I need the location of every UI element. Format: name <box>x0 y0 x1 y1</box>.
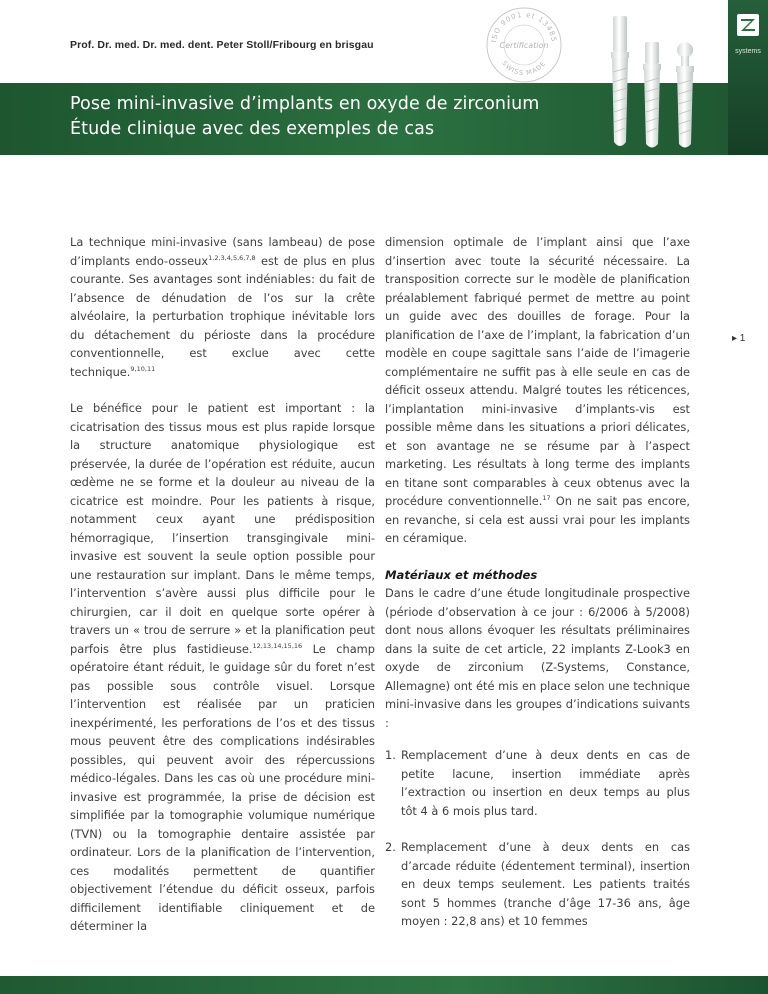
paragraph: dimension optimale de l’implant ainsi que l’axe d’insertion avec toute la sécurité nécessaire. La transposition correcte sur le modèle de planification préalablement fabriqué permet de mettre au point un guide avec des douilles de forage. Pour la planification de l’axe de l’implant, la fabrication d’un modèle en coupe sagittale sans l’aide de l’imagerie complémentaire ne suffit pas à elle seule en cas de déficit osseux attendu. Malgré toutes les réticences, l’implantation mini-invasive d’implants-vis est possible même dans les situations a priori délicates, et son avantage ne se résume par à l’aspect marketing. Les résultats à long terme des implants en titane sont comparables à ceux obtenus avec la procédure conventionnelle.$^{17}$ On ne sait pas encore, en revanche, si cela est aussi vrai pour les implants en céramique. <box>385 235 690 545</box>
footer-bar <box>0 976 768 994</box>
svg-text:SWISS MADE <box>500 59 547 77</box>
right-column <box>385 233 690 931</box>
seal-top-text: ISO 9001 et 13485 <box>490 10 558 43</box>
list-item: 1. Remplacement d’une à deux dents en cas de petite lacune, insertion immédiate après l’extraction ou insertion en deux temps au plus tôt 4 à 6 mois plus tard. <box>385 748 690 818</box>
figure-reference-marker: ▸ 1 <box>732 333 746 344</box>
implant-image <box>605 12 710 152</box>
brand-name: systems <box>735 48 761 55</box>
left-column <box>70 233 375 936</box>
svg-text:ISO 9001 et 13485 <box>490 11 558 43</box>
seal-middle-text: Certification <box>499 41 549 50</box>
title-line-1: Pose mini-invasive d’implants en oxyde de zirconium <box>70 94 540 114</box>
certification-seal <box>484 5 564 85</box>
header <box>0 0 768 155</box>
author-line: Prof. Dr. med. Dr. med. dent. Peter Stoll/Fribourg en brisgau <box>70 39 374 51</box>
section-heading: Matériaux et méthodes <box>385 567 538 582</box>
paragraph: Le bénéfice pour le patient est important : la cicatrisation des tissus mous est plus rapide lorsque la structure anatomique physiologique est préservée, la durée de l’opération est réduite, aucun œdème ne se forme et la douleur au niveau de la cicatrice est moindre. Pour les patients à risque, notamment ceux ayant une prédisposition hémorragique, l’insertion transgingivale mini-invasive est souvent la seule option possible pour une restauration sur implant. Dans le même temps, l’intervention s’avère aussi plus difficile pour le chirurgien, car il doit en quelque sorte opérer à travers un « trou de serrure » et la planification peut parfois être plus fastidieuse.$^{12,13,14,15,16}$ Le champ opératoire étant réduit, le guidage sûr du foret n’est pas possible sous contrôle visuel. Lorsque l’intervention est réalisée par un praticien inexpérimenté, les perforations de l’os et des tissus mous peuvent être des complications indésirables possibles, qui peuvent avoir des répercussions médico-légales. Dans les cas où une procédure mini-invasive est programmée, la prise de décision est simplifiée par la tomographie volumique numérique (TVN) ou la tomographie dentaire assistée par ordinateur. Lors de la planification de l’intervention, ces modalités permettent de quantifier objectivement l’étendue du déficit osseux, parfois difficilement identifiable cliniquement et de déterminer la <box>70 401 375 933</box>
title-line-2: Étude clinique avec des exemples de cas <box>70 119 435 139</box>
seal-bottom-text: SWISS MADE <box>500 59 548 78</box>
indication-list <box>385 746 690 931</box>
paragraph: Dans le cadre d’une étude longitudinale prospective (période d’observation à ce jour : 6/2006 à 5/2008) dont nous allons évoquer les résultats préliminaires dans la suite de cet article, 22 implants Z-Look3 en oxyde de zirconium (Z-Systems, Constance, Allemagne) ont été mis en place selon une technique mini-invasive dans les groupes d’indications suivants : <box>385 586 690 730</box>
list-item: 2. Remplacement d’une à deux dents en cas d’arcade réduite (édentement terminal), insertion en deux temps seulement. Les patients traités sont 5 hommes (tranche d’âge 17-36 ans, âge moyen : 22,8 ans) et 10 femmes <box>385 840 690 928</box>
z-systems-logo-icon <box>737 14 759 36</box>
paragraph: La technique mini-invasive (sans lambeau) de pose d’implants endo-osseux$^{1,2,3,4,5,6,7,8}$ est de plus en plus courante. Ses avantages sont indéniables: du fait de l’absence de dénudation de l’os sur la crête alvéolaire, la perturbation trophique inévitable lors du détachement du périoste dans la procédure conventionnelle, est exclue avec cette technique.$^{9,10,11}$ <box>70 235 375 379</box>
